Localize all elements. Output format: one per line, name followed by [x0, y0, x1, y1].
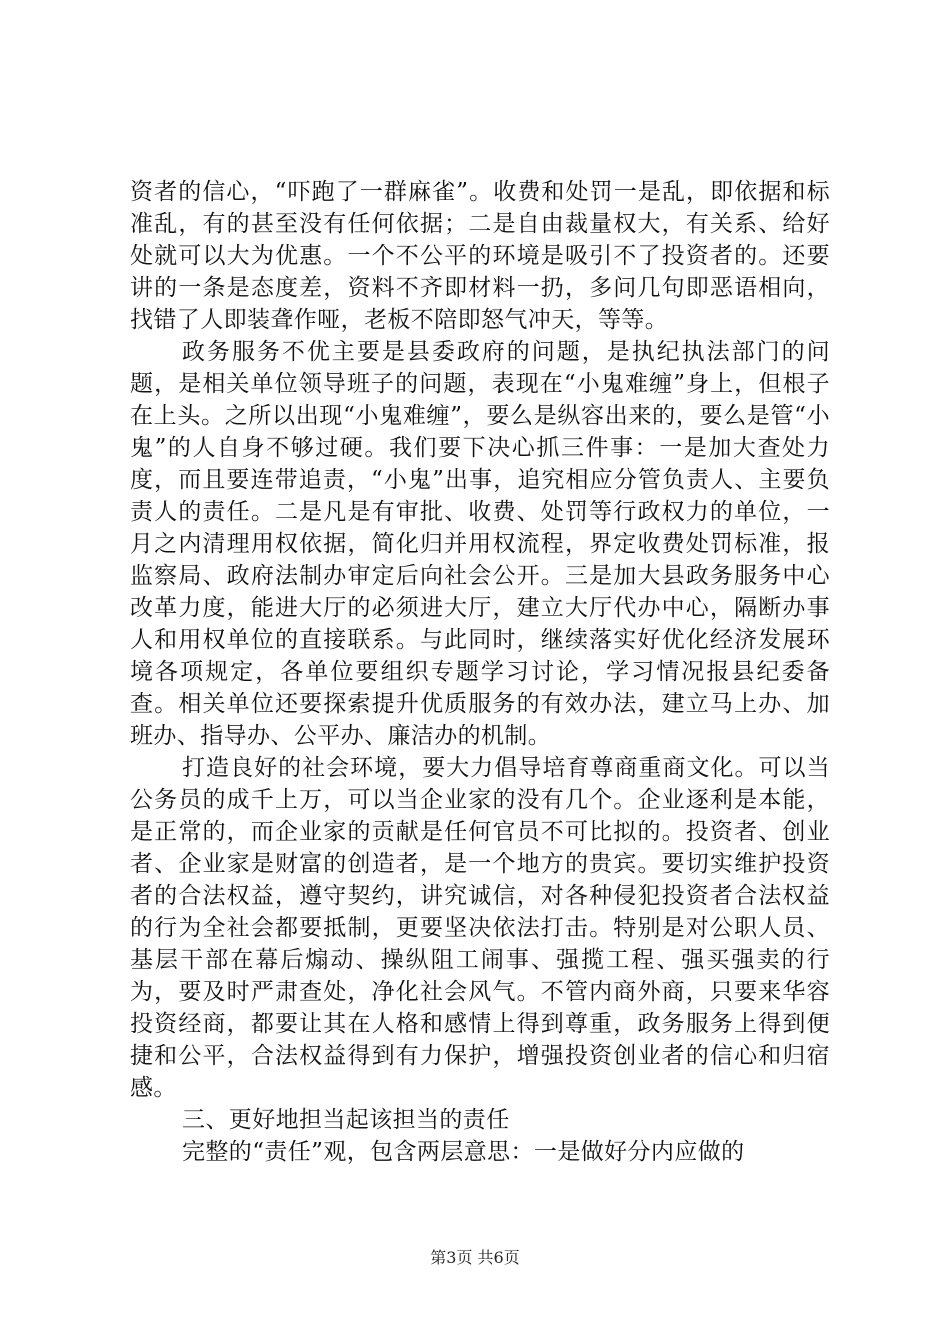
paragraph-3: 打造良好的社会环境，要大力倡导培育尊商重商文化。可以当公务员的成千上万，可以当企业家的没有几个。企业逐利是本能，是正常的，而企业家的贡献是任何官员不可比拟的。投资者、创业者、企业家是财富的创造者，是一个地方的贵宾。要切实维护投资者的合法权益，遵守契约，讲究诚信，对各种侵犯投资者合法权益的行为全社会都要抵制，更要坚决依法打击。特别是对公职人员、基层干部在幕后煽动、操纵阻工闹事、强揽工程、强买强卖的行为，要及时严肃查处，净化社会风气。不管内商外商，只要来华容投资经商，都要让其在人格和感情上得到尊重，政务服务上得到便捷和公平，合法权益得到有力保护，增强投资创业者的信心和归宿感。	[130, 755, 830, 1101]
paragraph-2: 政务服务不优主要是县委政府的问题，是执纪执法部门的问题，是相关单位领导班子的问题，表现在“小鬼难缠”身上，但根子在上头。之所以出现“小鬼难缠”，要么是纵容出来的，要么是管“小鬼”的人自身不够过硬。我们要下决心抓三件事：一是加大查处力度，而且要连带追责，“小鬼”出事，追究相应分管负责人、主要负责人的责任。二是凡是有审批、收费、处罚等行政权力的单位，一月之内清理用权依据，简化归并用权流程，界定收费处罚标准，报监察局、政府法制办审定后向社会公开。三是加大县政务服务中心改革力度，能进大厅的必须进大厅，建立大厅代办中心，隔断办事人和用权单位的直接联系。与此同时，继续落实好优化经济发展环境各项规定，各单位要组织专题学习讨论，学习情况报县纪委备查。相关单位还要探索提升优质服务的有效办法，建立马上办、加班办、指导办、公平办、廉洁办的机制。	[130, 339, 830, 749]
document-body	[130, 176, 830, 1168]
section-heading: 三、更好地担当起该担当的责任	[182, 1107, 510, 1133]
page-number-footer: 第3页 共6页	[430, 1248, 520, 1267]
paragraph-4: 完整的“责任”观，包含两层意思：一是做好分内应做的	[182, 1139, 745, 1165]
paragraph-1: 资者的信心，“吓跑了一群麻雀”。收费和处罚一是乱，即依据和标准乱，有的甚至没有任何依据；二是自由裁量权大，有关系、给好处就可以大为优惠。一个不公平的环境是吸引不了投资者的。还要讲的一条是态度差，资料不齐即材料一扔，多问几句即恶语相向，找错了人即装聋作哑，老板不陪即怒气冲天，等等。	[130, 179, 830, 333]
